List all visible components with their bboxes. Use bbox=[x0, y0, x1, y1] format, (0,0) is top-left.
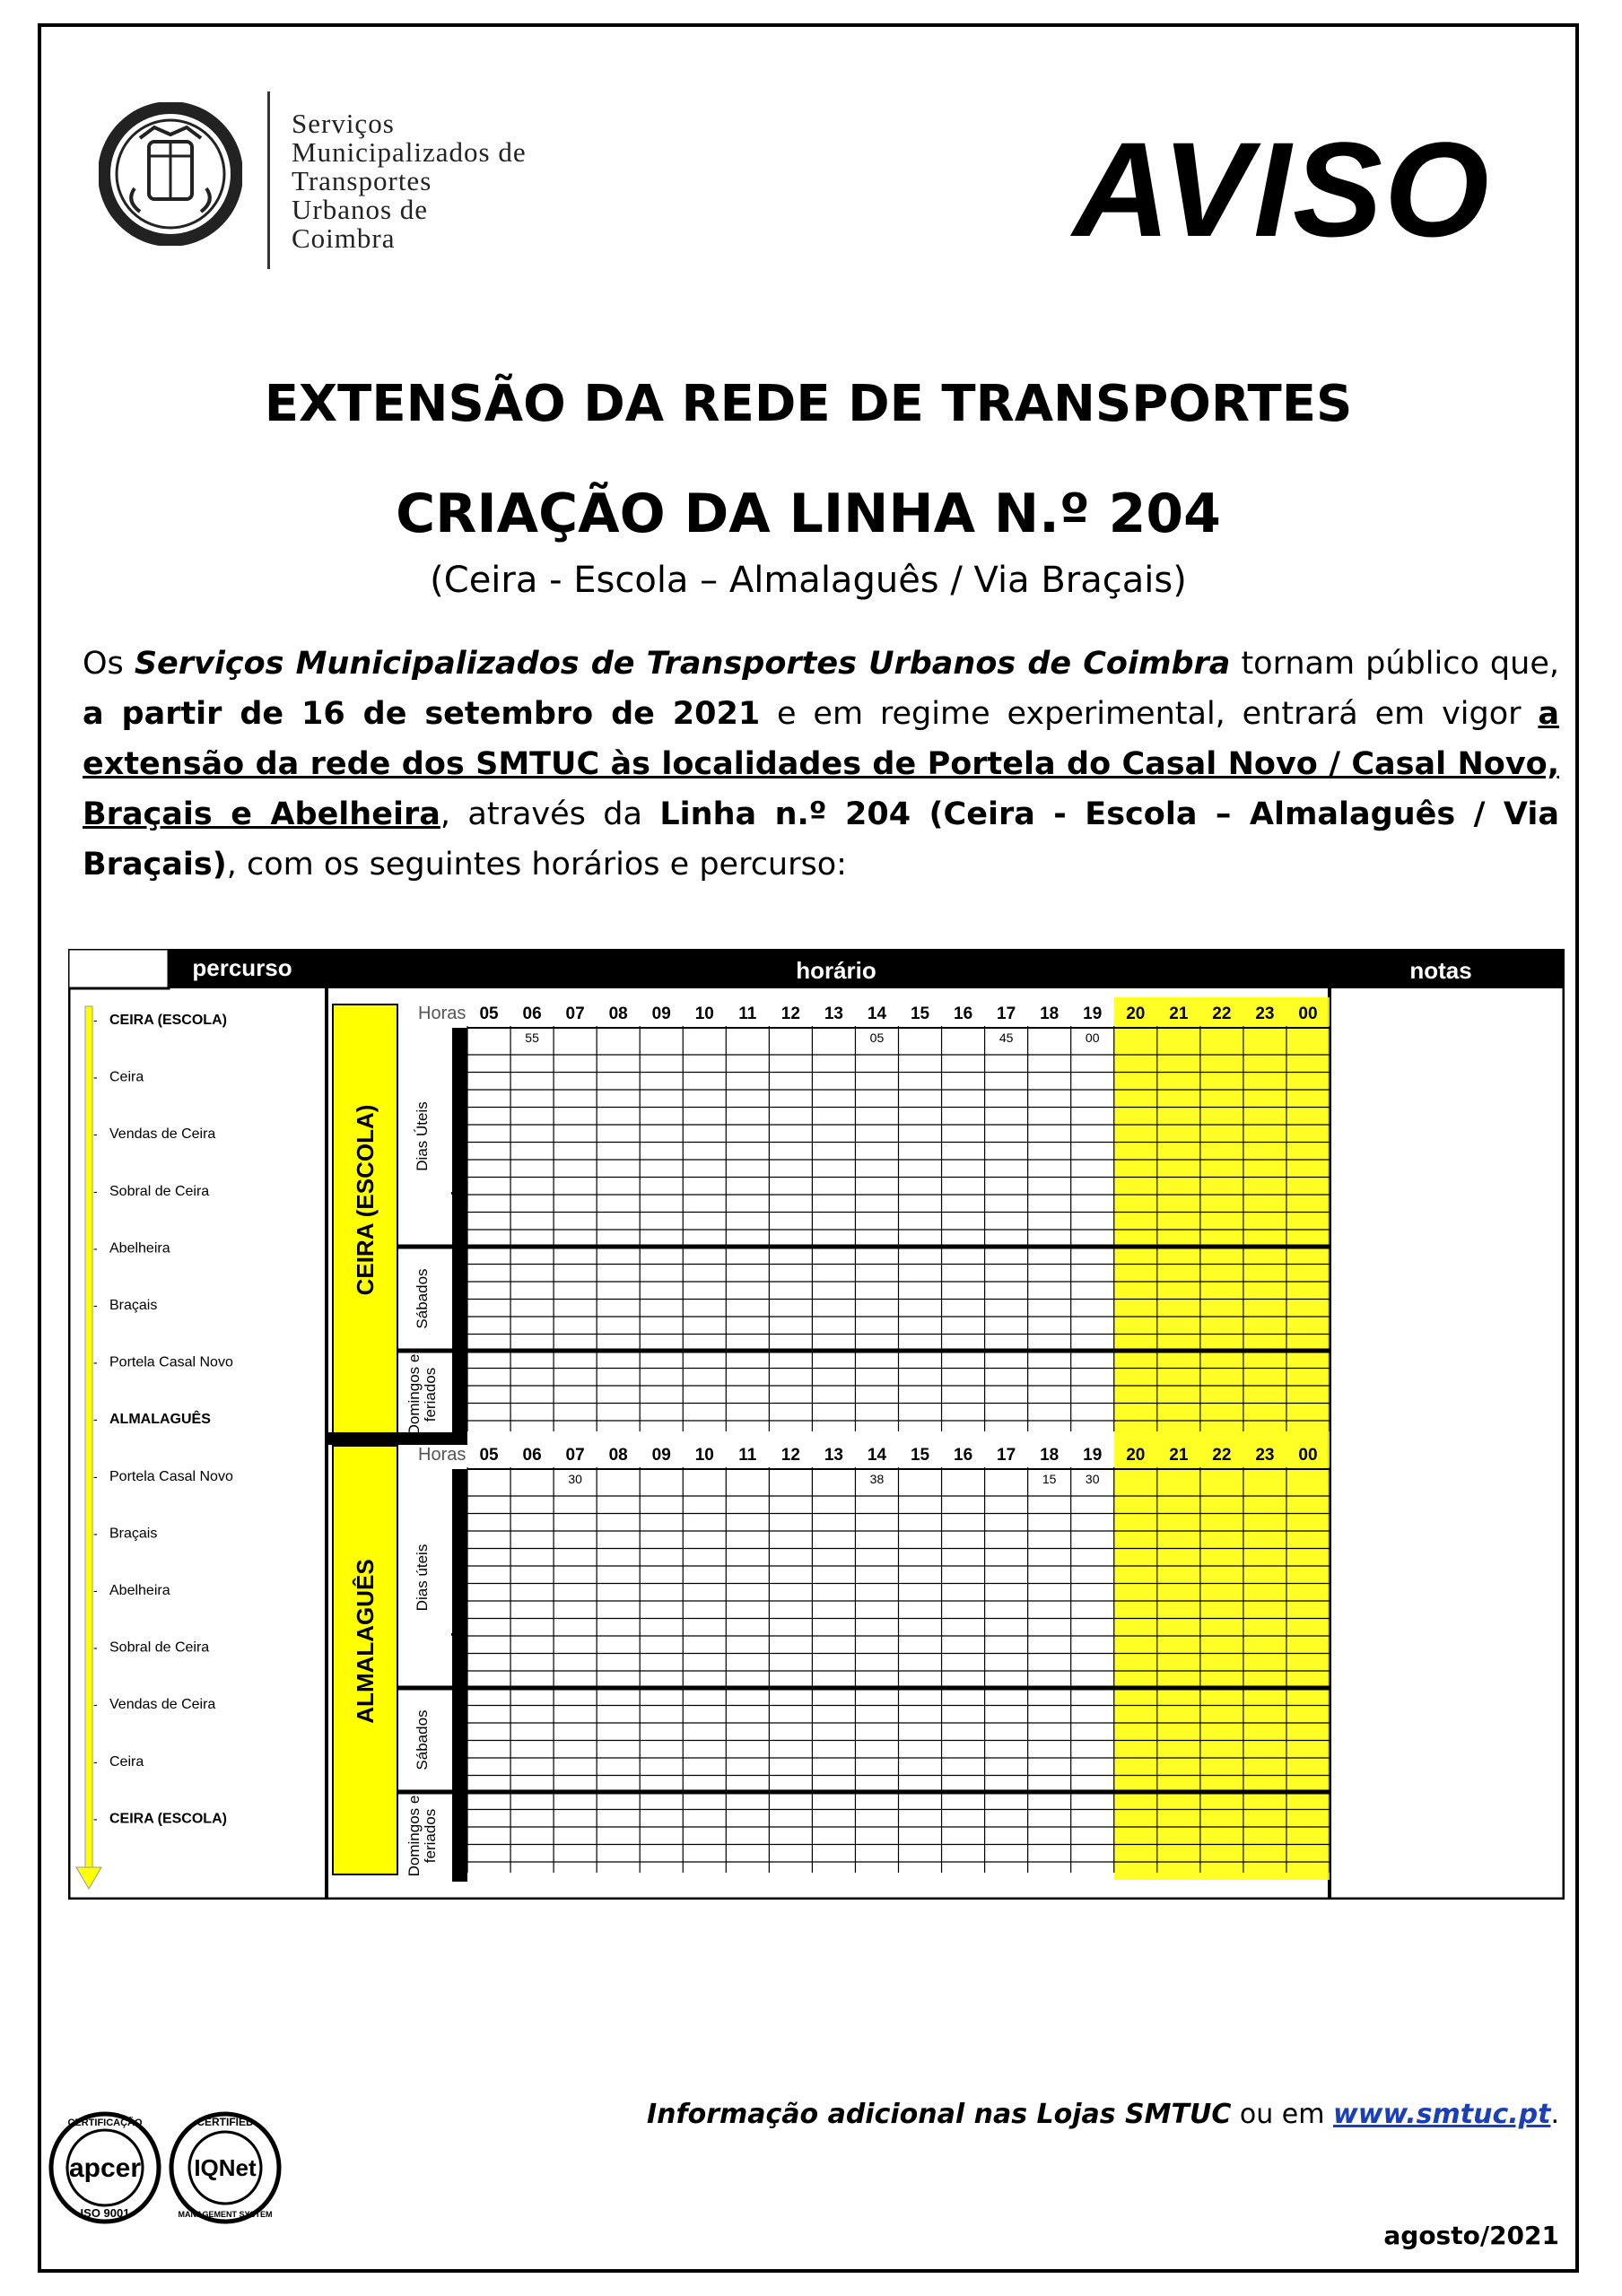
hour-header: 10 bbox=[694, 1004, 714, 1023]
hour-header: 00 bbox=[1298, 1004, 1318, 1023]
departure-minutes: 15 bbox=[1042, 1472, 1057, 1486]
org-name bbox=[292, 109, 527, 253]
body-text: tornam público que, bbox=[1230, 646, 1559, 682]
hour-header: 21 bbox=[1169, 1004, 1189, 1023]
route-stop: CEIRA (ESCOLA) bbox=[109, 1013, 227, 1028]
body-text: , através da bbox=[440, 796, 660, 832]
hour-header: 18 bbox=[1040, 1446, 1060, 1465]
body-text: , com os seguintes horários e percurso: bbox=[226, 847, 847, 883]
iqnet-seal bbox=[167, 2109, 283, 2226]
seal-iqnet-text: IQNet bbox=[194, 2154, 257, 2181]
hour-header: 22 bbox=[1212, 1004, 1232, 1023]
late-hours-highlight bbox=[1114, 997, 1330, 1439]
hour-header: 13 bbox=[824, 1004, 843, 1023]
notice-paragraph bbox=[83, 639, 1559, 890]
route-stop: CEIRA (ESCOLA) bbox=[109, 1811, 227, 1827]
hour-header: 12 bbox=[780, 1446, 800, 1465]
hour-header: 09 bbox=[651, 1446, 671, 1465]
aviso-title: AVISO bbox=[1073, 114, 1491, 265]
direction-origin: CEIRA (ESCOLA) bbox=[352, 1104, 379, 1296]
hour-header: 16 bbox=[954, 1446, 973, 1465]
day-type-label: Dias úteis bbox=[414, 1544, 431, 1612]
late-hours-highlight bbox=[1114, 1439, 1330, 1880]
departure-minutes: 30 bbox=[568, 1472, 582, 1486]
minutos-bar bbox=[452, 1028, 467, 1440]
route-stop-dash: - bbox=[93, 1354, 98, 1370]
smtuc-logo bbox=[99, 102, 242, 246]
route-stop-dash: - bbox=[93, 1639, 98, 1655]
body-text: e em regime experimental, entrará em vigor bbox=[760, 696, 1539, 732]
route-stop: Vendas de Ceira bbox=[109, 1126, 216, 1143]
route-stop-dash: - bbox=[93, 1298, 98, 1312]
hour-header: 07 bbox=[565, 1446, 585, 1465]
route-stop: Braçais bbox=[109, 1526, 158, 1542]
hour-header: 18 bbox=[1040, 1004, 1060, 1023]
direction-origin: ALMALAGUÊS bbox=[352, 1559, 379, 1724]
header-divider bbox=[267, 91, 270, 269]
hour-header: 11 bbox=[738, 1004, 757, 1023]
route-stop-dash: - bbox=[93, 1811, 98, 1826]
route-stop: Sobral de Ceira bbox=[109, 1639, 210, 1656]
route-stop: Portela Casal Novo bbox=[109, 1468, 233, 1484]
hour-header: 12 bbox=[780, 1004, 800, 1023]
header-notas: notas bbox=[1409, 957, 1472, 984]
departure-minutes: 30 bbox=[1085, 1472, 1100, 1486]
smtuc-website-link[interactable]: www.smtuc.pt bbox=[1333, 2099, 1551, 2130]
hour-header: 14 bbox=[867, 1004, 887, 1023]
route-stop-dash: - bbox=[93, 1069, 98, 1084]
route-arrow-shaft bbox=[85, 1006, 92, 1869]
route-stop: Sobral de Ceira bbox=[109, 1183, 210, 1199]
route-stop-dash: - bbox=[93, 1697, 98, 1712]
route-stop: Braçais bbox=[109, 1298, 158, 1313]
departure-minutes: 05 bbox=[869, 1031, 885, 1045]
header-horario: horário bbox=[796, 957, 876, 984]
extension-emphasis: a extensão da rede dos SMTUC às localidades de Portela do Casal Novo / Casal Novo, Braçais e Abelheira bbox=[83, 696, 1559, 832]
hour-header: 11 bbox=[738, 1446, 757, 1465]
title-line-creation: CRIAÇÃO DA LINHA N.º 204 bbox=[396, 483, 1221, 545]
footer-info-text: Informação adicional nas Lojas SMTUC bbox=[647, 2099, 1232, 2130]
day-type-label: feriados bbox=[422, 1808, 439, 1864]
org-line: Serviços bbox=[292, 108, 395, 139]
route-stop-dash: - bbox=[93, 1412, 98, 1427]
hour-header: 17 bbox=[997, 1004, 1016, 1023]
route-stop-dash: - bbox=[93, 1526, 98, 1541]
day-type-label: Domingos e bbox=[406, 1353, 423, 1436]
route-stop-dash: - bbox=[93, 1183, 98, 1198]
route-stop-dash: - bbox=[93, 1583, 98, 1597]
hour-header: 10 bbox=[694, 1446, 714, 1465]
route-stop-dash: - bbox=[93, 1013, 98, 1027]
route-stop: Ceira bbox=[109, 1753, 144, 1770]
hour-header: 06 bbox=[522, 1446, 542, 1465]
hour-header: 19 bbox=[1083, 1004, 1103, 1023]
departure-minutes: 55 bbox=[525, 1031, 539, 1045]
org-line: Transportes bbox=[292, 165, 432, 196]
publication-date: agosto/2021 bbox=[1383, 2221, 1559, 2250]
footer-info bbox=[647, 2099, 1559, 2130]
org-line: Urbanos de bbox=[292, 194, 429, 225]
hour-header: 06 bbox=[522, 1004, 542, 1023]
departure-minutes: 45 bbox=[998, 1031, 1014, 1045]
timetable bbox=[68, 949, 1565, 1900]
minutos-label: minutos bbox=[449, 1583, 469, 1653]
seal-apcer-text: apcer bbox=[68, 2153, 142, 2183]
route-stop-dash: - bbox=[93, 1468, 98, 1483]
minutos-bar bbox=[452, 1469, 467, 1882]
seal-apcer-iso: ISO 9001 bbox=[80, 2206, 130, 2220]
hour-header: 14 bbox=[867, 1446, 887, 1465]
hour-header: 09 bbox=[651, 1004, 671, 1023]
hour-header: 15 bbox=[910, 1446, 930, 1465]
footer-period: . bbox=[1550, 2099, 1559, 2130]
hour-header: 08 bbox=[608, 1004, 628, 1023]
title-route: (Ceira - Escola – Almalaguês / Via Braçais) bbox=[430, 560, 1187, 601]
hour-header: 05 bbox=[479, 1004, 499, 1023]
route-stop: Vendas de Ceira bbox=[109, 1697, 216, 1713]
route-stop: Abelheira bbox=[109, 1583, 170, 1598]
title-extension: EXTENSÃO DA REDE DE TRANSPORTES bbox=[264, 375, 1353, 433]
footer-or: ou em bbox=[1231, 2099, 1334, 2130]
route-stop-dash: - bbox=[93, 1126, 98, 1142]
day-type-label: feriados bbox=[422, 1367, 439, 1422]
seal-apcer-ring: CERTIFICAÇÃO bbox=[67, 2118, 143, 2128]
start-date: a partir de 16 de setembro de 2021 bbox=[83, 696, 761, 732]
hour-header: 19 bbox=[1083, 1446, 1103, 1465]
horas-label: Horas bbox=[418, 1004, 467, 1023]
hour-header: 13 bbox=[824, 1446, 843, 1465]
hour-header: 15 bbox=[910, 1004, 930, 1023]
horas-label: Horas bbox=[418, 1445, 467, 1465]
departure-minutes: 38 bbox=[869, 1472, 885, 1486]
hour-header: 20 bbox=[1126, 1446, 1146, 1465]
day-type-label: Sábados bbox=[414, 1268, 431, 1329]
line-name: Linha n.º 204 (Ceira - Escola – Almalaguês / Via Braçais) bbox=[83, 796, 1560, 883]
hour-header: 22 bbox=[1212, 1446, 1232, 1465]
seal-iqnet-bottom: MANAGEMENT SYSTEM bbox=[178, 2210, 273, 2219]
hour-header: 21 bbox=[1169, 1446, 1189, 1465]
hour-header: 17 bbox=[997, 1446, 1016, 1465]
org-line: Municipalizados de bbox=[292, 136, 527, 168]
route-stop: ALMALAGUÊS bbox=[109, 1412, 211, 1428]
day-type-label: Domingos e bbox=[406, 1795, 423, 1877]
timetable-header-corner bbox=[68, 949, 169, 988]
route-stop: Portela Casal Novo bbox=[109, 1354, 233, 1370]
minutos-label: minutos bbox=[449, 1142, 469, 1212]
day-type-label: Sábados bbox=[414, 1709, 431, 1770]
hour-header: 05 bbox=[479, 1446, 499, 1465]
apcer-iso-9001-seal bbox=[47, 2109, 163, 2226]
route-stop-dash: - bbox=[93, 1240, 98, 1256]
seal-iqnet-ring: CERTIFIED bbox=[196, 2116, 254, 2128]
route-stop: Abelheira bbox=[109, 1240, 170, 1257]
header-percurso: percurso bbox=[192, 954, 292, 981]
route-stop: Ceira bbox=[109, 1069, 144, 1085]
hour-header: 20 bbox=[1126, 1004, 1146, 1023]
route-stop-dash: - bbox=[93, 1753, 98, 1769]
body-text: Os bbox=[83, 646, 135, 682]
hour-header: 07 bbox=[565, 1004, 585, 1023]
hour-header: 00 bbox=[1298, 1446, 1318, 1465]
hour-header: 08 bbox=[608, 1446, 628, 1465]
departure-minutes: 00 bbox=[1085, 1031, 1100, 1045]
org-emphasis: Serviços Municipalizados de Transportes Urbanos de Coimbra bbox=[134, 646, 1231, 682]
timetable-border bbox=[69, 950, 1564, 1899]
hour-header: 16 bbox=[954, 1004, 973, 1023]
hour-header: 23 bbox=[1255, 1004, 1275, 1023]
day-type-label: Dias Úteis bbox=[414, 1101, 431, 1171]
org-line: Coimbra bbox=[292, 222, 396, 254]
hour-header: 23 bbox=[1255, 1446, 1275, 1465]
